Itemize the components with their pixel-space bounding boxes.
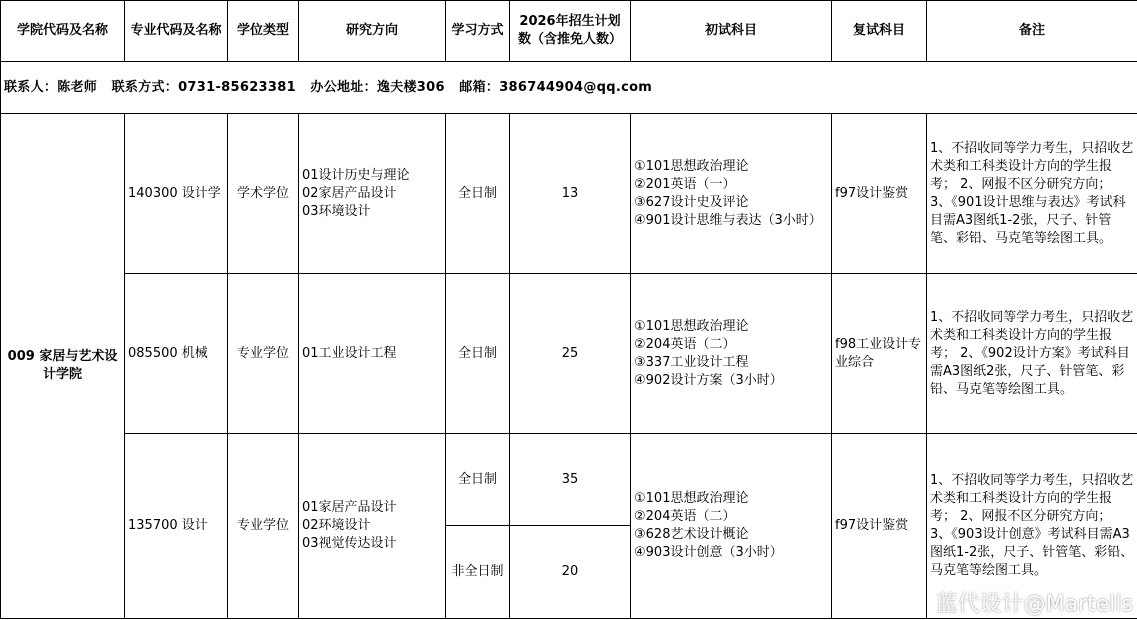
note-cell: 1、不招收同等学力考生，只招收艺术类和工科类设计方向的学生报考； 2、网报不区分研究方向； 3、《901设计思维与表达》考试科目需A3图纸1-2张，尺子、针管笔、彩铅、马克笔等绘图工具。: [927, 114, 1137, 274]
exam1-cell: ①101思想政治理论 ②204英语（二） ③337工业设计工程 ④902设计方案（3小时）: [631, 274, 832, 434]
direction-cell: 01工业设计工程: [299, 274, 446, 434]
header-mode: 学习方式: [446, 1, 510, 62]
table-row: [1, 274, 1137, 434]
header-note: 备注: [927, 1, 1137, 62]
plan-cell: 13: [510, 114, 631, 274]
header-major: 专业代码及名称: [125, 1, 228, 62]
major-cell: 140300 设计学: [125, 114, 228, 274]
header-exam2: 复试科目: [832, 1, 927, 62]
header-exam1: 初试科目: [631, 1, 832, 62]
header-degree: 学位类型: [228, 1, 299, 62]
plan-cell: 25: [510, 274, 631, 434]
exam2-cell: f97设计鉴赏: [832, 114, 927, 274]
direction-cell: 01设计历史与理论 02家居产品设计 03环境设计: [299, 114, 446, 274]
exam2-cell: f97设计鉴赏: [832, 434, 927, 619]
mode-cell: 非全日制: [446, 526, 510, 619]
exam1-cell: ①101思想政治理论 ②204英语（二） ③628艺术设计概论 ④903设计创意（3小时）: [631, 434, 832, 619]
exam2-cell: f98工业设计专业综合: [832, 274, 927, 434]
header-direction: 研究方向: [299, 1, 446, 62]
contact-row: [1, 62, 1137, 114]
major-cell: 135700 设计: [125, 434, 228, 619]
mode-cell: 全日制: [446, 434, 510, 526]
table-row: [1, 434, 1137, 526]
watermark: 蓝代设计@Martells: [935, 592, 1133, 617]
contact-info: 联系人：陈老师 联系方式：0731-85623381 办公地址：逸夫楼306 邮箱：386744904@qq.com: [1, 62, 1137, 114]
table-row: [1, 114, 1137, 274]
note-cell: 1、不招收同等学力考生，只招收艺术类和工科类设计方向的学生报考； 2、《902设计方案》考试科目需A3图纸2张，尺子、针管笔、彩铅、马克笔等绘图工具。: [927, 274, 1137, 434]
note-cell: 1、不招收同等学力考生，只招收艺术类和工科类设计方向的学生报考； 2、网报不区分研究方向； 3、《903设计创意》考试科目需A3图纸1-2张，尺子、针管笔、彩铅、马克笔等绘图工具。: [927, 434, 1137, 619]
header-school: 学院代码及名称: [1, 1, 125, 62]
major-cell: 085500 机械: [125, 274, 228, 434]
exam1-cell: ①101思想政治理论 ②201英语（一） ③627设计史及评论 ④901设计思维与表达（3小时）: [631, 114, 832, 274]
header-row: [1, 1, 1137, 62]
plan-cell: 20: [510, 526, 631, 619]
degree-cell: 学术学位: [228, 114, 299, 274]
mode-cell: 全日制: [446, 114, 510, 274]
school-name: 009 家居与艺术设计学院: [1, 114, 125, 619]
degree-cell: 专业学位: [228, 434, 299, 619]
header-plan: 2026年招生计划数（含推免人数）: [510, 1, 631, 62]
mode-cell: 全日制: [446, 274, 510, 434]
degree-cell: 专业学位: [228, 274, 299, 434]
direction-cell: 01家居产品设计 02环境设计 03视觉传达设计: [299, 434, 446, 619]
plan-cell: 35: [510, 434, 631, 526]
